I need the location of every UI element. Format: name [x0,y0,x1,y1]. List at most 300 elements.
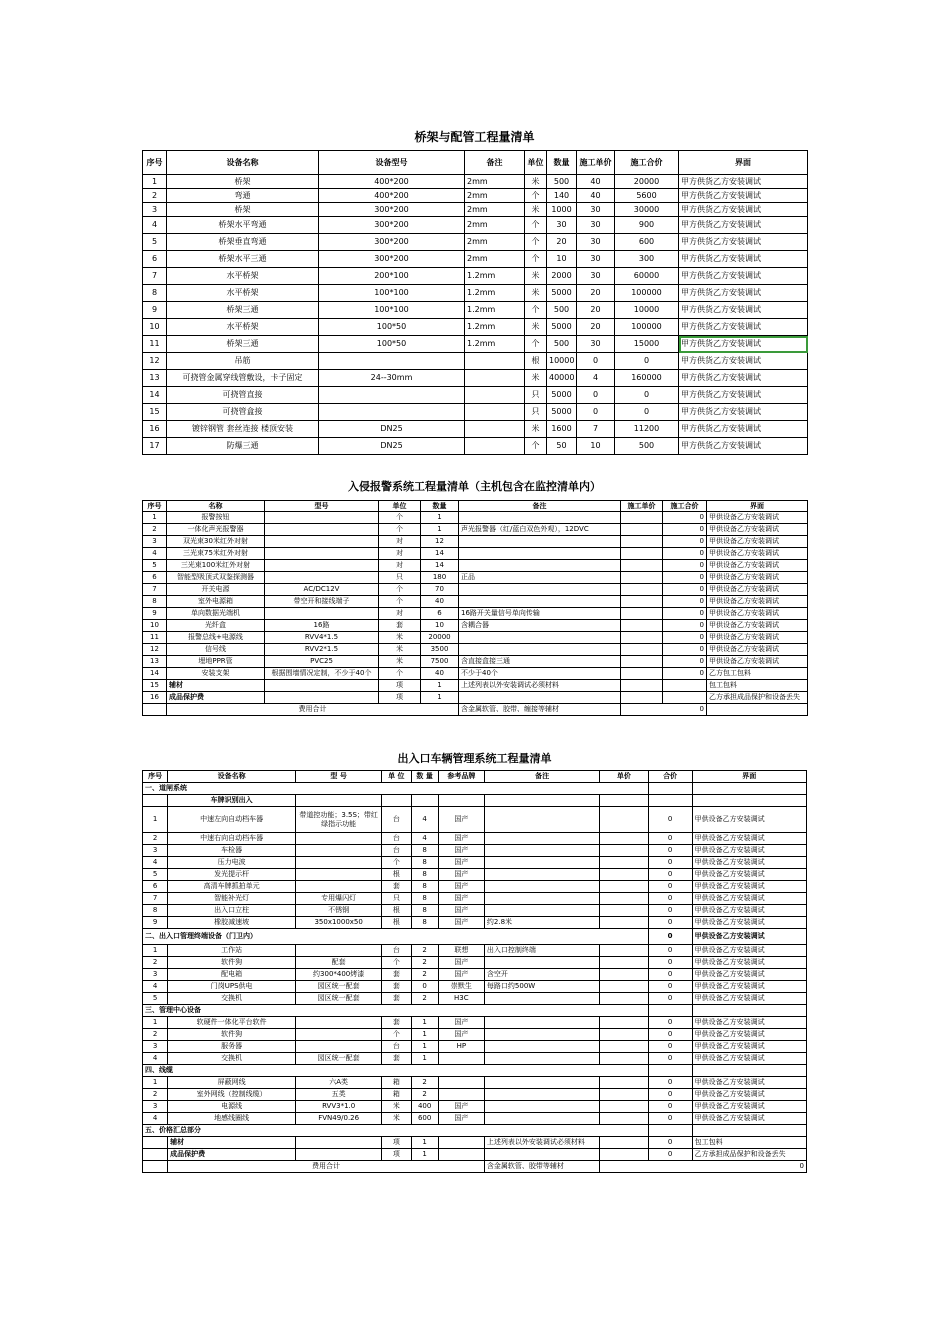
table-cell [319,353,465,370]
table-cell: 1 [411,1029,438,1041]
table-cell: 国产 [438,893,484,905]
table-cell: 只 [379,572,421,584]
table-cell [600,1137,648,1149]
table-cell: 1 [411,1053,438,1065]
table-cell: 30 [577,268,615,285]
table-cell: 五、价格汇总部分 [143,1125,649,1137]
table-cell: 10 [577,438,615,455]
table1-header-cell: 施工合价 [615,151,679,175]
table-cell: 2mm [465,175,525,189]
table-cell: 0 [663,656,707,668]
table-cell: 包工包料 [692,1137,806,1149]
table-cell: 16 [143,421,167,438]
table-cell: 1 [143,807,168,833]
table-cell: 根据围墙情况定制，不少于40个 [265,668,379,680]
table-cell: 0 [648,1053,692,1065]
table-cell: 350x1000x50 [296,917,382,929]
table-cell: 个 [382,1029,411,1041]
table-cell: 2mm [465,203,525,217]
table-cell: 甲供设备乙方安装调试 [707,524,808,536]
table1-header-cell: 备注 [465,151,525,175]
table-cell: 车检器 [168,845,296,857]
table-cell: DN25 [319,438,465,455]
table-row [143,608,808,620]
table-cell: 甲供设备乙方安装调试 [707,632,808,644]
table-cell: 每路口约500W [484,981,599,993]
table-cell [600,807,648,833]
table-cell: 3 [143,1041,168,1053]
table-cell: 交换机 [168,1053,296,1065]
table-cell: 0 [648,807,692,833]
table-cell: 8 [411,881,438,893]
table-cell: 崇默生 [438,981,484,993]
table-cell: 40 [577,175,615,189]
table-cell: 米 [382,1113,411,1125]
table-cell [484,1029,599,1041]
table-cell: 个 [525,251,547,268]
table-cell: 2 [143,957,168,969]
table-cell: 400*200 [319,189,465,203]
table-cell: 2 [411,945,438,957]
table-cell [621,608,663,620]
table-cell: 只 [382,893,411,905]
table-cell: 米 [525,203,547,217]
table-cell: 软硬件一体化平台软件 [168,1017,296,1029]
table-cell: 甲供设备乙方安装调试 [707,536,808,548]
table-cell: 米 [525,175,547,189]
table-cell: 信号线 [167,644,265,656]
table-cell: 米 [525,421,547,438]
table-cell [484,1041,599,1053]
table2-header-cell: 施工合价 [663,501,707,512]
table-cell: 4 [143,1113,168,1125]
table-cell: 室外网线（控制线缆） [168,1089,296,1101]
table-cell: 甲供设备乙方安装调试 [692,1041,806,1053]
table-cell [459,692,621,704]
table-cell: 甲供设备乙方安装调试 [707,608,808,620]
table-cell: 六A类 [296,1077,382,1089]
table-cell: 园区统一配套 [296,993,382,1005]
table-cell [600,957,648,969]
table-cell: 1000 [547,203,577,217]
table1-header-cell: 序号 [143,151,167,175]
table-cell: 地感线圈线 [168,1113,296,1125]
table-cell [438,1089,484,1101]
table-row [143,632,808,644]
table-cell: 0 [663,644,707,656]
table-cell: 国产 [438,1017,484,1029]
table-cell [692,1005,806,1017]
table-cell: 交换机 [168,993,296,1005]
table-cell [296,881,382,893]
table3-header-row [143,771,807,783]
table-cell: 0 [648,881,692,893]
table2-header-cell: 数量 [421,501,459,512]
table-cell: 40 [421,596,459,608]
table3-header-cell: 数 量 [411,771,438,783]
table-cell: 6 [143,251,167,268]
table-cell: 300*200 [319,203,465,217]
table-cell: 1 [143,1017,168,1029]
table-cell: 15 [143,680,167,692]
table1-header-cell: 设备名称 [167,151,319,175]
table-cell [484,845,599,857]
table3 [142,770,807,1173]
table-cell [296,1017,382,1029]
table-cell: 0 [663,524,707,536]
table3-header-cell: 单 位 [382,771,411,783]
table-cell: 1 [421,512,459,524]
table-cell: 乙方承担成品保护和设备丢失 [707,692,808,704]
table-row [143,957,807,969]
table1-header-cell: 单位 [525,151,547,175]
table-cell [296,833,382,845]
table3-header-cell: 参考品牌 [438,771,484,783]
table-cell: 0 [648,929,692,945]
table-cell [143,795,168,807]
table-cell [296,1149,382,1161]
table-cell: 5 [143,560,167,572]
table-cell: 国产 [438,1101,484,1113]
table-cell: 0 [577,404,615,421]
table-cell: 1600 [547,421,577,438]
table-cell: 1.2mm [465,285,525,302]
table-cell [663,692,707,704]
table-cell: 埋地PPR管 [167,656,265,668]
table-row [143,692,808,704]
table-cell: 5000 [547,285,577,302]
table-cell [438,1149,484,1161]
table-cell: 10 [421,620,459,632]
table-cell [621,584,663,596]
table-cell: 4 [143,548,167,560]
table3-body [143,783,807,1173]
table-cell: 甲方供货乙方安装调试 [679,404,808,421]
table-cell: 吊筋 [167,353,319,370]
table-cell [484,1149,599,1161]
table-cell: 0 [663,668,707,680]
table-cell: 含直接盒接三通 [459,656,621,668]
table-cell: 100*100 [319,285,465,302]
table-cell: 可挠管金属穿线管敷设，卡子固定 [167,370,319,387]
table-cell: 箱 [382,1077,411,1089]
table-cell: 16 [143,692,167,704]
table-row [143,387,808,404]
table-cell [265,524,379,536]
table-cell: 甲供设备乙方安装调试 [692,969,806,981]
table-cell [265,548,379,560]
table-cell: 甲供设备乙方安装调试 [692,1029,806,1041]
table-cell: 300 [615,251,679,268]
table-cell: RVV3*1.0 [296,1101,382,1113]
table-cell: 3 [143,845,168,857]
table-cell: 1 [421,680,459,692]
table-cell: 500 [547,175,577,189]
table-row [143,1149,807,1161]
table-cell [484,957,599,969]
table-cell: 5000 [547,404,577,421]
table-cell: 甲供设备乙方安装调试 [692,1089,806,1101]
table-cell: 1 [421,524,459,536]
table-cell: RVV2*1.5 [265,644,379,656]
table-cell [600,945,648,957]
table-cell: 0 [663,536,707,548]
table-cell [692,1065,806,1077]
table-cell: 11 [143,336,167,353]
table-cell: 乙方包工包料 [707,668,808,680]
table-cell: 对 [379,536,421,548]
table-cell: 12 [421,536,459,548]
table-cell: 中速左向自动档车器 [168,807,296,833]
table-cell: 发光提示杆 [168,869,296,881]
table-cell: 600 [615,234,679,251]
table-cell [484,1089,599,1101]
table-cell [600,857,648,869]
table-cell [484,881,599,893]
table-cell: 甲供设备乙方安装调试 [707,596,808,608]
table-cell: 60000 [615,268,679,285]
table-cell: 国产 [438,957,484,969]
table-cell: AC/DC12V [265,584,379,596]
table-cell [600,1017,648,1029]
table-cell [484,857,599,869]
table-cell: DN25 [319,421,465,438]
table-cell: 甲方供货乙方安装调试 [679,189,808,203]
table-cell: 米 [525,285,547,302]
table-cell: 0 [600,1161,807,1173]
table-cell: 0 [648,993,692,1005]
table-cell: 联想 [438,945,484,957]
table-row [143,833,807,845]
table-cell [600,869,648,881]
table-cell: 10 [547,251,577,268]
table-cell: 9 [143,302,167,319]
table-cell: 2 [143,1089,168,1101]
table-cell [484,795,599,807]
table-cell: 0 [648,1089,692,1101]
table-cell: 个 [379,512,421,524]
table-cell: 1.2mm [465,302,525,319]
table-row [143,319,808,336]
table-cell: 20 [577,285,615,302]
table-row [143,905,807,917]
table-cell: 台 [382,833,411,845]
table-cell [621,620,663,632]
table-cell [621,572,663,584]
table-cell [621,668,663,680]
table-cell [648,783,692,795]
table-cell: 甲供设备乙方安装调试 [692,993,806,1005]
table-cell: 2 [411,957,438,969]
table-row [143,370,808,387]
table-cell: 防爆三通 [167,438,319,455]
table-row [143,234,808,251]
table3-header-cell: 合价 [648,771,692,783]
table-cell [484,893,599,905]
table-cell [319,404,465,421]
table-cell: 13 [143,656,167,668]
table-cell: 10000 [547,353,577,370]
table-cell: 12 [143,353,167,370]
table-cell: 国产 [438,845,484,857]
table-cell [484,1113,599,1125]
table-cell: 0 [411,981,438,993]
table-cell: 甲供设备乙方安装调试 [692,857,806,869]
table-cell: 配电箱 [168,969,296,981]
table-cell: 三光束100米红外对射 [167,560,265,572]
table-cell: 电源线 [168,1101,296,1113]
table-cell: 甲方供货乙方安装调试 [679,387,808,404]
table-cell: 不锈钢 [296,905,382,917]
table-cell [265,512,379,524]
table-cell: 智能补光灯 [168,893,296,905]
table-cell: 30 [577,234,615,251]
table-cell: 甲供设备乙方安装调试 [707,548,808,560]
table-cell: 甲供设备乙方安装调试 [692,807,806,833]
table-cell: 甲供设备乙方安装调试 [692,893,806,905]
table-cell [484,1101,599,1113]
table-cell: 100*50 [319,319,465,336]
table-cell: FVN49/0.26 [296,1113,382,1125]
table-cell [621,524,663,536]
table-cell: 个 [382,857,411,869]
table-cell: 10000 [615,302,679,319]
table-cell [459,548,621,560]
table-cell: 套 [382,969,411,981]
table-cell: 0 [663,596,707,608]
table-cell [600,1113,648,1125]
table-cell [621,560,663,572]
table1 [142,150,808,455]
table-row [143,881,807,893]
table-cell: 1.2mm [465,319,525,336]
table2-header-cell: 单位 [379,501,421,512]
table-cell: 900 [615,217,679,234]
table-cell: 镀锌钢管 套丝连接 楼顶安装 [167,421,319,438]
table-row [143,268,808,285]
table-cell: 6 [421,608,459,620]
table-cell: 含空开 [484,969,599,981]
table-cell: 500 [615,438,679,455]
table-cell: 7 [143,584,167,596]
table-row [143,917,807,929]
table-cell: 0 [648,945,692,957]
table-cell: 约300*400烤漆 [296,969,382,981]
table-cell: 11 [143,632,167,644]
table-cell: 项 [379,692,421,704]
table-cell: 1 [143,512,167,524]
table-cell: 1 [411,1149,438,1161]
table-cell [621,536,663,548]
table-cell: 服务器 [168,1041,296,1053]
table-row [143,353,808,370]
table-cell: 4 [143,857,168,869]
table3-header-cell: 备注 [484,771,599,783]
table-cell: 0 [577,353,615,370]
table-cell: 30 [547,217,577,234]
table-cell [600,1101,648,1113]
table-cell [143,1137,168,1149]
table-cell [692,783,806,795]
table-cell: 8 [143,596,167,608]
table-cell: 开关电源 [167,584,265,596]
table1-header-cell: 设备型号 [319,151,465,175]
table-cell: 6 [143,572,167,584]
table-cell [484,1017,599,1029]
table-row [143,560,808,572]
table-cell: 费用合计 [167,704,459,716]
table-cell: 8 [143,285,167,302]
table-cell: 甲供设备乙方安装调试 [692,981,806,993]
table-cell [648,1065,692,1077]
table-cell: 300*200 [319,251,465,268]
table-cell: 0 [615,353,679,370]
table-cell [600,1041,648,1053]
subsection-row [143,795,807,807]
table-cell [648,795,692,807]
table-row [143,584,808,596]
table-cell: 7 [577,421,615,438]
table-cell: 台 [382,945,411,957]
table-cell: 弯通 [167,189,319,203]
table-cell: 带空开和接线端子 [265,596,379,608]
section-row [143,1125,807,1137]
table-cell: 4 [411,833,438,845]
table-cell: 甲方供货乙方安装调试 [679,336,808,353]
table-cell: 13 [143,370,167,387]
table-cell: 20000 [421,632,459,644]
table-row [143,680,808,692]
table-cell: 8 [411,905,438,917]
table1-body [143,175,808,455]
table1-header-cell: 施工单价 [577,151,615,175]
table-cell [600,1077,648,1089]
table-row [143,869,807,881]
table-cell: 五类 [296,1089,382,1101]
table-cell: 0 [663,512,707,524]
table-cell [621,656,663,668]
table-cell: RVV4*1.5 [265,632,379,644]
table-cell: 甲方供货乙方安装调试 [679,319,808,336]
table-cell: 8 [411,857,438,869]
table-cell: 5000 [547,387,577,404]
table-cell: 室外电源箱 [167,596,265,608]
table-cell: 项 [382,1137,411,1149]
table-cell: 0 [648,905,692,917]
table-cell [484,1053,599,1065]
table-row [143,1017,807,1029]
table-cell [621,692,663,704]
table-cell: 1.2mm [465,268,525,285]
table2-body [143,512,808,716]
table-cell: 光纤盒 [167,620,265,632]
table-cell: 国产 [438,1113,484,1125]
table-cell: 40000 [547,370,577,387]
section-row [143,929,807,945]
table-cell: 2 [411,969,438,981]
table-row [143,857,807,869]
table1-header-cell: 界面 [679,151,808,175]
table-cell: 甲供设备乙方安装调试 [707,512,808,524]
table-cell: 压力电波 [168,857,296,869]
table-cell: 1 [143,945,168,957]
table-cell [600,993,648,1005]
table-cell: 套 [382,981,411,993]
table2 [142,500,808,716]
table-cell: 根 [382,869,411,881]
table-cell: 台 [382,807,411,833]
table-cell: 40 [577,189,615,203]
